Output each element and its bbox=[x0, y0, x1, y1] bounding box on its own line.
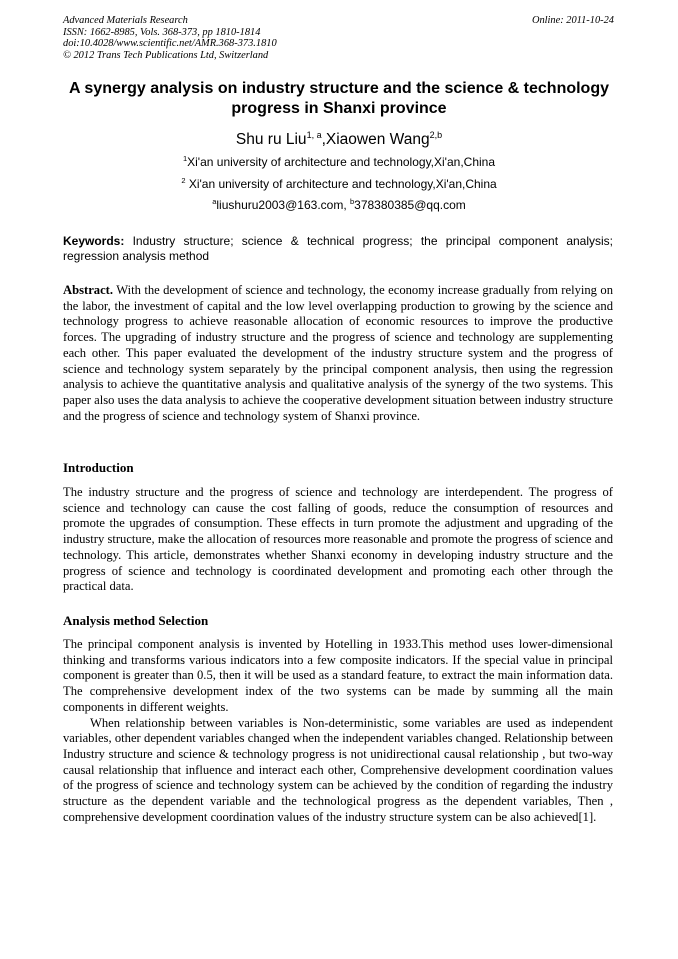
introduction-paragraph: The industry structure and the progress of science and technology are interdependent. The progress of science and technology can cause the cost falling of goods, reduce the consumption of resources and promote the upgrades of consumption. These effects in turn promote the adjustment and upgrading of the industry structure, make the allocation of resources more reasonable and promote the progress of science and technology. This article, demonstrates whether Shanxi economy in developing industry structure and the progress of science and technology is coordinated development and promoting each other through the practical data. bbox=[63, 485, 613, 594]
method-heading: Analysis method Selection bbox=[63, 613, 209, 628]
author-1-superscript: 1, a bbox=[306, 130, 322, 140]
abstract-label: Abstract. bbox=[63, 283, 114, 297]
introduction-heading: Introduction bbox=[63, 460, 134, 475]
author-2-superscript: 2,b bbox=[429, 130, 443, 140]
email-line bbox=[0, 198, 678, 212]
abstract-text: With the development of science and technology, the economy increase gradually from relying on the labor, the investment of capital and the low level overlapping production to growing by the science and technology progress to achieve reasonable allocation of economic resources to improve the productive forces. The upgrading of industry structure and the progress of science and technology are supplementing each other. This paper evaluated the development of the industry structure system and the progress of science and technology system separately by the principal component analysis, then using the regression analysis to achieve the quantitative analysis and qualitative analysis of the synergy of the two systems. This paper also uses the data analysis to achieve the cooperative development situation between industry structure and the progress of science and technology system of Shanxi province. bbox=[63, 283, 613, 423]
email-a-superscript: a bbox=[212, 197, 217, 206]
affiliation-2 bbox=[0, 177, 678, 191]
abstract-block bbox=[63, 283, 613, 424]
affiliation-1-text: Xi'an university of architecture and technology,Xi'an,China bbox=[187, 155, 496, 169]
affiliation-1 bbox=[0, 155, 678, 169]
paper-title: A synergy analysis on industry structure and the science & technology progress in Shanxi province bbox=[69, 80, 609, 117]
online-date: Online: 2011-10-24 bbox=[531, 15, 614, 26]
affiliation-2-superscript: 2 bbox=[181, 176, 186, 185]
method-paragraph-1: The principal component analysis is invented by Hotelling in 1933.This method uses lower-dimensional thinking and transforms various indicators into a few composite indicators. If the special value in principal component is greater than 0.5, then it will be used as a standard feature, to extract the main information data. The comprehensive development index of the two systems can be made by summing all the main components in different weights. bbox=[63, 637, 613, 714]
author-2: Xiaowen Wang bbox=[325, 131, 430, 148]
copyright-line: © 2012 Trans Tech Publications Ltd, Switzerland bbox=[63, 49, 269, 61]
author-separator: , bbox=[321, 131, 326, 148]
affiliation-1-superscript: 1 bbox=[182, 154, 188, 163]
keywords-text: Industry structure; science & technical progress; the principal component analysis; regression analysis method bbox=[63, 234, 613, 263]
keywords-label: Keywords: bbox=[63, 234, 125, 248]
email-b-superscript: b bbox=[349, 197, 355, 206]
affiliation-2-text: Xi'an university of architecture and technology,Xi'an,China bbox=[185, 177, 497, 191]
author-line bbox=[0, 130, 678, 150]
journal-name: Advanced Materials Research bbox=[63, 15, 188, 26]
email-a: liushuru2003@163.com, bbox=[216, 198, 350, 212]
issn-line: ISSN: 1662-8985, Vols. 368-373, pp 1810-1814 bbox=[63, 26, 261, 38]
method-section bbox=[63, 637, 613, 825]
keywords-block bbox=[63, 234, 613, 264]
method-paragraph-2: When relationship between variables is Non-deterministic, some variables are used as independent variables, other dependent variables changed when the independent variables changed. Relationship between Industry structure and science & technology progress is not unidirectional causal relationship , but two-way causal relationship that influence and interact each other, Comprehensive development coordination values of the progress of science and technology system can be achieved by the condition of regarding the industry structure as the dependent variable and the technological progress as the dependent variables, Then , comprehensive development coordination values of the industry structure system can be also achieved[1]. bbox=[63, 715, 613, 824]
doi-line: doi:10.4028/www.scientific.net/AMR.368-373.1810 bbox=[63, 38, 277, 49]
email-b: 378380385@qq.com bbox=[354, 198, 466, 212]
journal-header bbox=[63, 15, 614, 61]
author-1: Shu ru Liu bbox=[235, 131, 307, 148]
